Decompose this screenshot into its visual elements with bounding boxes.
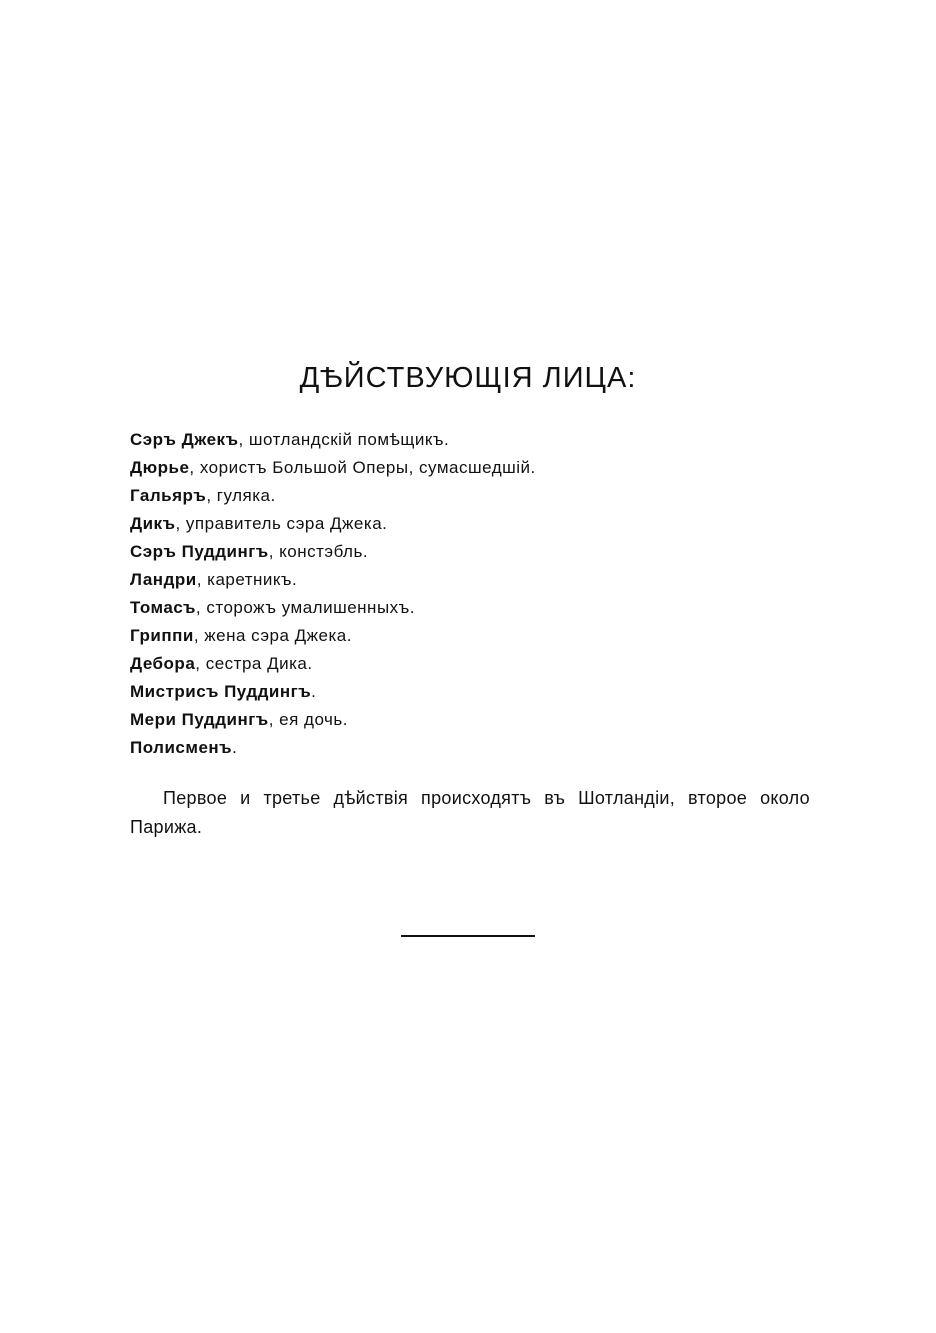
- cast-name: Сэръ Джекъ: [130, 430, 239, 449]
- setting-note: Первое и третье дѣйствія происходятъ въ Шотландіи, второе около Парижа.: [130, 788, 810, 837]
- cast-description: .: [232, 738, 238, 757]
- cast-description: , сторожъ умалишенныхъ.: [195, 598, 416, 617]
- cast-description: , сестра Дика.: [195, 654, 313, 673]
- cast-name: Сэръ Пуддингъ: [130, 542, 269, 561]
- cast-item: [130, 622, 830, 650]
- cast-name: Мери Пуддингъ: [130, 710, 269, 729]
- cast-list: [130, 426, 830, 762]
- cast-item: [130, 426, 830, 454]
- cast-name: Гриппи: [130, 626, 194, 645]
- cast-description: , констэбль.: [268, 542, 369, 561]
- cast-item: [130, 678, 830, 706]
- cast-description: .: [311, 682, 317, 701]
- cast-name: Гальяръ: [130, 486, 207, 505]
- cast-name: Дебора: [130, 654, 196, 673]
- cast-item: [130, 510, 830, 538]
- cast-item: [130, 566, 830, 594]
- cast-description: , гуляка.: [206, 486, 276, 505]
- cast-description: , шотландскій помѣщикъ.: [238, 430, 450, 449]
- cast-name: Дикъ: [130, 514, 176, 533]
- cast-item: [130, 454, 830, 482]
- cast-description: , управитель сэра Джека.: [175, 514, 388, 533]
- cast-item: [130, 538, 830, 566]
- page-title: ДѢЙСТВУЮЩІЯ ЛИЦА:: [299, 362, 637, 394]
- cast-description: , жена сэра Джека.: [193, 626, 352, 645]
- cast-item: [130, 482, 830, 510]
- cast-name: Мистрисъ Пуддингъ: [130, 682, 312, 701]
- cast-item: [130, 706, 830, 734]
- cast-item: [130, 650, 830, 678]
- divider-rule: [401, 935, 535, 937]
- cast-item: [130, 734, 830, 762]
- cast-name: Полисменъ: [130, 738, 233, 757]
- cast-name: Томасъ: [130, 598, 196, 617]
- cast-item: [130, 594, 830, 622]
- cast-description: , хористъ Большой Оперы, сумасшедшій.: [189, 458, 536, 477]
- cast-description: , ея дочь.: [268, 710, 348, 729]
- cast-name: Дюрье: [130, 458, 190, 477]
- cast-name: Ландри: [130, 570, 197, 589]
- cast-description: , каретникъ.: [196, 570, 298, 589]
